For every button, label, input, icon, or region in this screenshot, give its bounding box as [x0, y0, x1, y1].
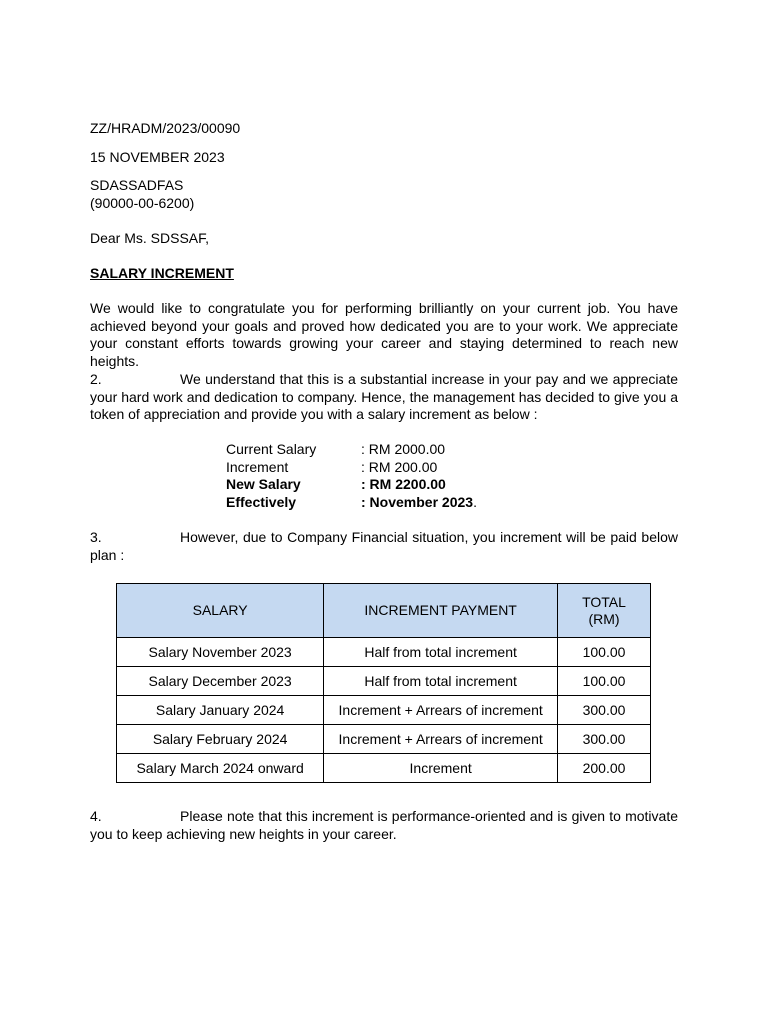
paragraph-4-text: Please note that this increment is performance-oriented and is given to motivate you to keep achieving new heights in your career. [90, 808, 678, 842]
new-salary-row [226, 476, 477, 494]
new-salary-value: : RM 2200.00 [361, 476, 446, 492]
cell-increment-payment: Increment + Arrears of increment [324, 696, 558, 725]
cell-increment-payment: Increment + Arrears of increment [324, 725, 558, 754]
header-increment-payment: INCREMENT PAYMENT [324, 584, 558, 638]
cell-increment-payment: Half from total increment [324, 667, 558, 696]
current-salary-value: : RM 2000.00 [361, 441, 446, 457]
cell-total: 300.00 [558, 696, 651, 725]
salary-details [226, 441, 477, 511]
paragraph-2-number: 2. [90, 371, 102, 387]
current-salary-label: Current Salary [226, 441, 317, 457]
effective-value: : November 2023 [361, 493, 474, 510]
effective-suffix: . [473, 493, 477, 510]
effective-row [226, 494, 477, 512]
header-salary: SALARY [117, 584, 324, 638]
cell-total: 100.00 [558, 667, 651, 696]
letter-date: 15 NOVEMBER 2023 [90, 149, 225, 165]
new-salary-label: New Salary [226, 476, 301, 492]
current-salary-row [226, 441, 477, 459]
table-row [117, 667, 651, 696]
cell-salary: Salary March 2024 onward [117, 754, 324, 783]
table-header-row [117, 584, 651, 638]
salutation: Dear Ms. SDSSAF, [90, 230, 210, 246]
cell-salary: Salary February 2024 [117, 725, 324, 754]
cell-salary: Salary December 2023 [117, 667, 324, 696]
paragraph-3-number: 3. [90, 529, 102, 545]
table-row [117, 696, 651, 725]
effective-label: Effectively [226, 493, 297, 510]
cell-total: 200.00 [558, 754, 651, 783]
cell-increment-payment: Half from total increment [324, 638, 558, 667]
table-row [117, 725, 651, 754]
table-row [117, 638, 651, 667]
increment-value: : RM 200.00 [361, 458, 438, 475]
cell-total: 100.00 [558, 638, 651, 667]
reference-number: ZZ/HRADM/2023/00090 [90, 120, 241, 136]
subject-heading: SALARY INCREMENT [90, 265, 234, 281]
payment-plan-table [116, 583, 651, 783]
cell-increment-payment: Increment [324, 754, 558, 783]
header-total: TOTAL (RM) [558, 584, 651, 638]
paragraph-2-text: We understand that this is a substantial increase in your pay and we appreciate your hard work and dedication to company. Hence, the management has decided to give you a token of appreciation and provide you with a salary increment as below : [90, 371, 678, 422]
recipient-id: (90000-00-6200) [90, 195, 195, 211]
recipient-name: SDASSADFAS [90, 177, 184, 193]
paragraph-1: We would like to congratulate you for performing brilliantly on your current job. You have achieved beyond your goals and proved how dedicated you are to your work. We appreciate your constant efforts towards growing your career and staying determined to reach new heights. [90, 300, 678, 369]
table-row [117, 754, 651, 783]
paragraph-3-text: However, due to Company Financial situation, you increment will be paid below plan : [90, 529, 678, 563]
increment-row [226, 459, 477, 477]
cell-salary: Salary November 2023 [117, 638, 324, 667]
paragraph-2 [90, 371, 678, 424]
increment-label: Increment [226, 458, 289, 475]
paragraph-4 [90, 808, 678, 843]
paragraph-3 [90, 529, 678, 564]
paragraph-4-number: 4. [90, 808, 102, 824]
cell-total: 300.00 [558, 725, 651, 754]
cell-salary: Salary January 2024 [117, 696, 324, 725]
